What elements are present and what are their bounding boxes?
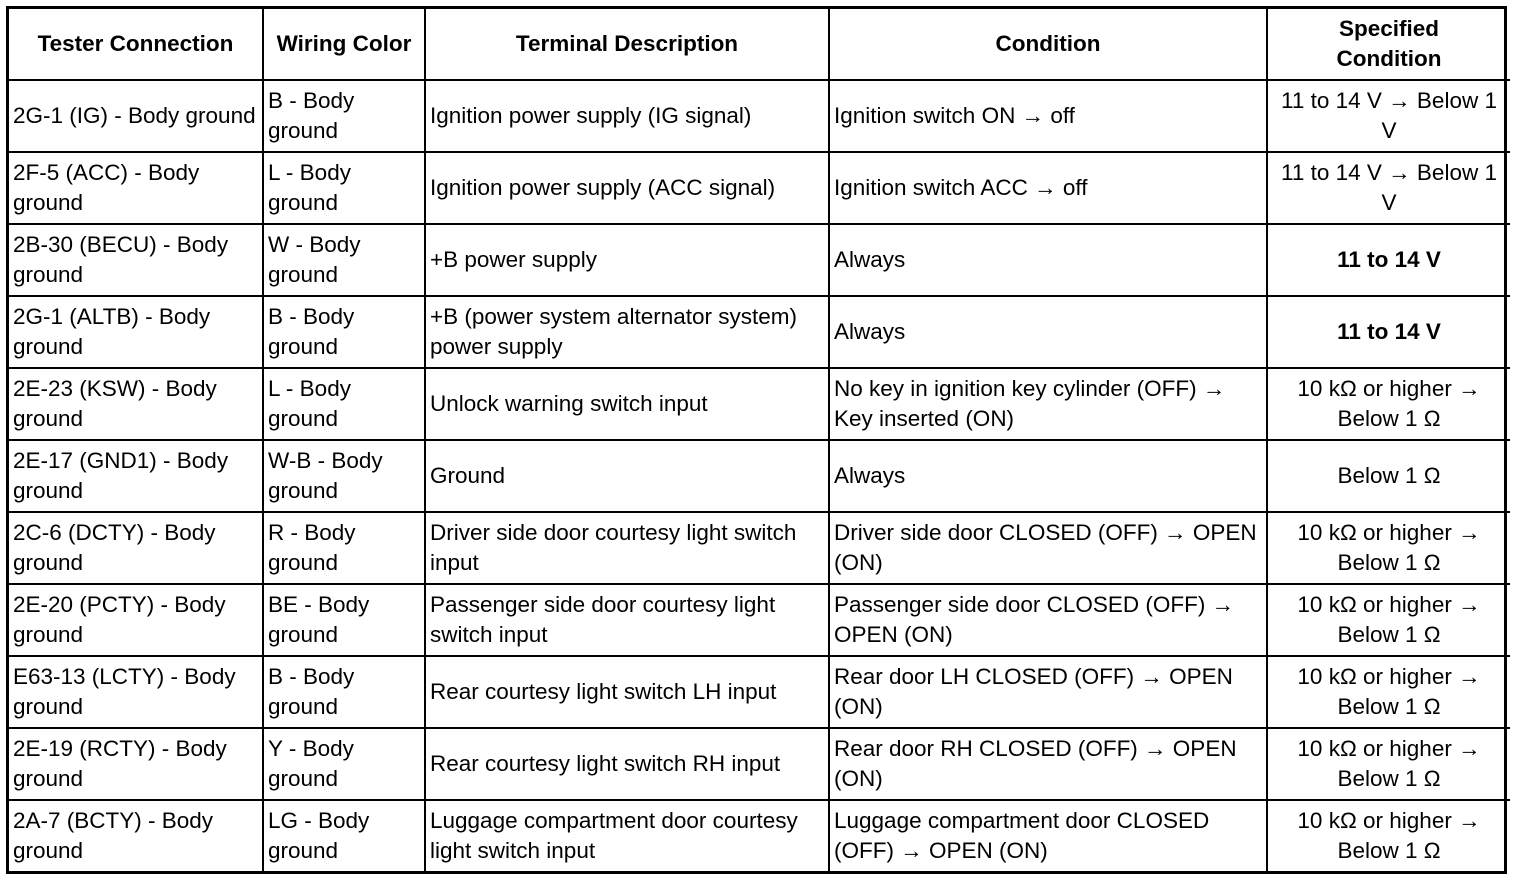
cell-tester-connection: 2E-17 (GND1) - Body ground [9,440,263,512]
header-condition: Condition [829,9,1267,80]
cell-specified-condition: 10 kΩ or higher → Below 1 Ω [1267,584,1510,656]
cell-terminal-description: Rear courtesy light switch LH input [425,656,829,728]
cell-tester-connection: 2E-23 (KSW) - Body ground [9,368,263,440]
cell-wiring-color: R - Body ground [263,512,425,584]
cell-tester-connection: 2G-1 (IG) - Body ground [9,80,263,152]
cell-specified-condition: 10 kΩ or higher → Below 1 Ω [1267,512,1510,584]
table-row [9,440,1510,512]
cell-specified-condition: Below 1 Ω [1267,440,1510,512]
cell-wiring-color: L - Body ground [263,152,425,224]
cell-condition: Always [829,224,1267,296]
cell-condition: Rear door LH CLOSED (OFF) → OPEN (ON) [829,656,1267,728]
cell-wiring-color: Y - Body ground [263,728,425,800]
cell-wiring-color: BE - Body ground [263,584,425,656]
table-header-row [9,9,1510,80]
cell-specified-condition: 11 to 14 V [1267,296,1510,368]
cell-terminal-description: Rear courtesy light switch RH input [425,728,829,800]
table-row [9,728,1510,800]
cell-condition: Rear door RH CLOSED (OFF) → OPEN (ON) [829,728,1267,800]
cell-wiring-color: L - Body ground [263,368,425,440]
cell-specified-condition: 10 kΩ or higher → Below 1 Ω [1267,800,1510,871]
table-row [9,368,1510,440]
cell-specified-condition: 10 kΩ or higher → Below 1 Ω [1267,368,1510,440]
cell-terminal-description: +B (power system alternator system) power supply [425,296,829,368]
header-tester-connection: Tester Connection [9,9,263,80]
cell-tester-connection: 2B-30 (BECU) - Body ground [9,224,263,296]
cell-wiring-color: B - Body ground [263,80,425,152]
cell-wiring-color: LG - Body ground [263,800,425,871]
cell-condition: Luggage compartment door CLOSED (OFF) → OPEN (ON) [829,800,1267,871]
cell-tester-connection: 2E-19 (RCTY) - Body ground [9,728,263,800]
table-row [9,584,1510,656]
table-row [9,224,1510,296]
cell-condition: Passenger side door CLOSED (OFF) → OPEN (ON) [829,584,1267,656]
table-row [9,656,1510,728]
table-row [9,800,1510,871]
cell-wiring-color: W - Body ground [263,224,425,296]
cell-specified-condition: 10 kΩ or higher → Below 1 Ω [1267,656,1510,728]
cell-condition: Ignition switch ACC → off [829,152,1267,224]
header-terminal-description: Terminal Description [425,9,829,80]
cell-tester-connection: 2E-20 (PCTY) - Body ground [9,584,263,656]
cell-tester-connection: 2C-6 (DCTY) - Body ground [9,512,263,584]
cell-condition: No key in ignition key cylinder (OFF) → Key inserted (ON) [829,368,1267,440]
cell-wiring-color: W-B - Body ground [263,440,425,512]
cell-tester-connection: 2F-5 (ACC) - Body ground [9,152,263,224]
cell-terminal-description: Luggage compartment door courtesy light switch input [425,800,829,871]
cell-wiring-color: B - Body ground [263,296,425,368]
cell-terminal-description: Ground [425,440,829,512]
cell-specified-condition: 11 to 14 V → Below 1 V [1267,152,1510,224]
terminal-inspection-table [9,9,1510,871]
cell-terminal-description: Ignition power supply (ACC signal) [425,152,829,224]
cell-tester-connection: 2G-1 (ALTB) - Body ground [9,296,263,368]
cell-tester-connection: E63-13 (LCTY) - Body ground [9,656,263,728]
cell-tester-connection: 2A-7 (BCTY) - Body ground [9,800,263,871]
cell-condition: Driver side door CLOSED (OFF) → OPEN (ON) [829,512,1267,584]
table-row [9,512,1510,584]
cell-condition: Ignition switch ON → off [829,80,1267,152]
cell-condition: Always [829,440,1267,512]
cell-specified-condition: 11 to 14 V → Below 1 V [1267,80,1510,152]
cell-terminal-description: Passenger side door courtesy light switch input [425,584,829,656]
terminal-inspection-table-frame [6,6,1507,874]
table-row [9,80,1510,152]
header-specified-condition: Specified Condition [1267,9,1510,80]
header-wiring-color: Wiring Color [263,9,425,80]
cell-terminal-description: Ignition power supply (IG signal) [425,80,829,152]
cell-specified-condition: 10 kΩ or higher → Below 1 Ω [1267,728,1510,800]
cell-terminal-description: +B power supply [425,224,829,296]
cell-terminal-description: Driver side door courtesy light switch input [425,512,829,584]
cell-wiring-color: B - Body ground [263,656,425,728]
cell-terminal-description: Unlock warning switch input [425,368,829,440]
cell-specified-condition: 11 to 14 V [1267,224,1510,296]
table-row [9,296,1510,368]
cell-condition: Always [829,296,1267,368]
table-row [9,152,1510,224]
